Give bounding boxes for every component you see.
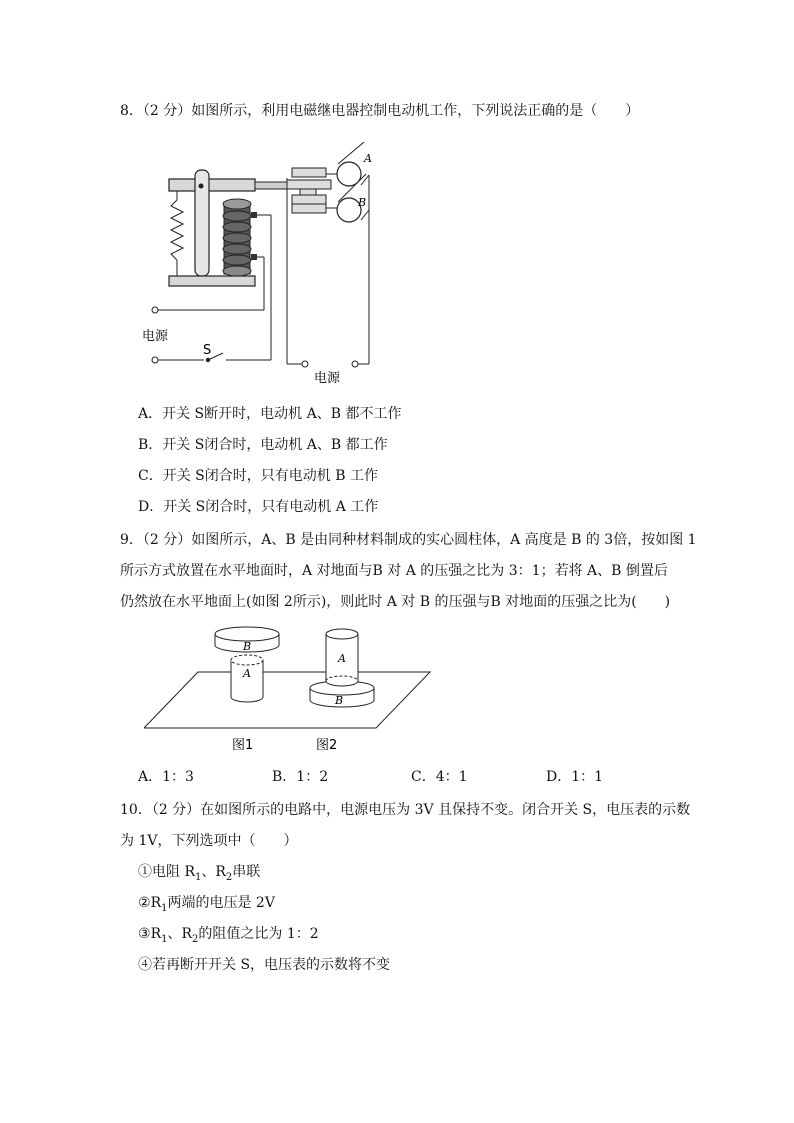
q10-statement-1: ①电阻 $R_1$、$R_2$串联: [138, 864, 261, 883]
q9-option-a: A．1：3: [138, 769, 194, 785]
q10-statement-4: ④若再断开开关 S，电压表的示数将不变: [138, 957, 391, 973]
q9-stem-line-2: 所示方式放置在水平地面时，A 对地面与B 对 A 的压强之比为 3：1；若将 A、B 倒置后: [120, 563, 668, 579]
q8-option-d: D．开关 S闭合时，只有电动机 A 工作: [138, 499, 379, 515]
fig1-caption: 图1: [232, 738, 254, 753]
q10-statement-3: $③R_1$、$R_2$的阻值之比为 1：2: [138, 926, 319, 945]
cylinders-figure: [144, 625, 444, 755]
fig2-b-label: B: [335, 694, 344, 707]
switch-label: S: [203, 343, 212, 358]
motor-a-label: A: [364, 152, 372, 165]
power-source-right-label: 电源: [314, 371, 341, 386]
q10-stem-line-1: 10．（2 分）在如图所示的电路中，电源电压为 3V 且保持不变。闭合开关 S，电压表的示数: [120, 802, 691, 818]
q8-option-c: C．开关 S闭合时，只有电动机 B 工作: [138, 468, 378, 484]
fig1-b-label: B: [243, 640, 252, 653]
q10-statement-2: $②R_1$两端的电压是 2V: [138, 895, 275, 914]
q10-stem-line-2: 为 1V，下列选项中（ ）: [120, 833, 298, 849]
q9-option-b: B．1：2: [272, 769, 329, 785]
q8-option-a: A．开关 S断开时，电动机 A、B 都不工作: [138, 406, 402, 422]
q8-option-b: B．开关 S闭合时，电动机 A、B 都工作: [138, 437, 388, 453]
motor-b-label: B: [358, 196, 367, 209]
q9-stem-line-1: 9．（2 分）如图所示，A、B 是由同种材料制成的实心圆柱体，A 高度是 B 的 3倍，按如图 1: [120, 532, 697, 548]
q9-option-d: D．1：1: [546, 769, 604, 785]
fig2-a-label: A: [338, 652, 346, 665]
q8-stem: 8．（2 分）如图所示，利用电磁继电器控制电动机工作，下列说法正确的是（ ）: [120, 103, 640, 119]
relay-circuit-figure: [140, 142, 400, 392]
q9-option-c: C．4：1: [411, 769, 468, 785]
fig1-a-label: A: [243, 667, 251, 680]
fig2-caption: 图2: [316, 738, 338, 753]
power-source-left-label: 电源: [142, 329, 169, 344]
q9-stem-line-3: 仍然放在水平地面上(如图 2所示)，则此时 A 对 B 的压强与B 对地面的压强之比为( ): [120, 594, 671, 610]
